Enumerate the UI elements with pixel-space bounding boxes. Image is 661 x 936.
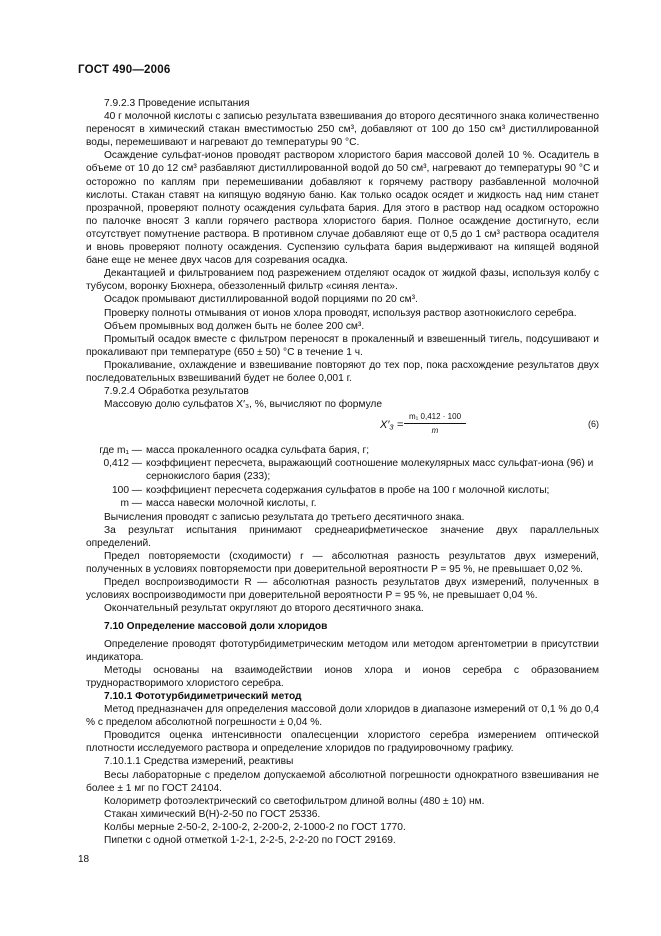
legend-item xyxy=(86,497,599,510)
legend-text: масса навески молочной кислоты, г. xyxy=(146,497,317,509)
legend-text: коэффициент пересчета, выражающий соотношение молекулярных масс сульфат-иона (96) и сернокислого бария (233); xyxy=(146,458,594,483)
document-header: ГОСТ 490—2006 xyxy=(78,64,171,76)
formula-denominator: m xyxy=(431,426,439,436)
formula-numerator: m₁ 0,412 · 100 xyxy=(404,412,466,424)
legend-symbol: 0,412 — xyxy=(103,458,142,470)
legend-symbol: m — xyxy=(120,497,142,509)
paragraph: Методы основаны на взаимодействии ионов хлора и ионов серебра с образованием труднорастворимого хлористого серебра. xyxy=(86,664,599,689)
paragraph: Пипетки с одной отметкой 1-2-1, 2-2-5, 2-2-20 по ГОСТ 29169. xyxy=(104,834,396,846)
paragraph: Весы лабораторные с пределом допускаемой абсолютной погрешности однократного взвешивания не более ± 1 мг по ГОСТ 24104. xyxy=(86,769,599,794)
paragraph: За результат испытания принимают среднеарифметическое значение двух параллельных определений. xyxy=(86,524,599,549)
legend-symbol: где m₁ — xyxy=(99,445,142,457)
formula-legend xyxy=(86,444,599,509)
paragraph: Осадок промывают дистиллированной водой порциями по 20 см³. xyxy=(104,294,418,306)
formula-6 xyxy=(86,412,599,442)
page-number: 18 xyxy=(78,854,90,865)
paragraph: Промытый осадок вместе с фильтром переносят в прокаленный и взвешенный тигель, подсушивают и прокаливают при температуре (650 ± 50) °С в течение 1 ч. xyxy=(86,333,599,358)
section-710-heading: 7.10 Определение массовой доли хлоридов xyxy=(104,621,328,633)
paragraph: Прокаливание, охлаждение и взвешивание повторяют до тех пор, пока расхождение результатов двух последовательных взвешиваний будет не более 0,001 г. xyxy=(86,359,599,384)
paragraph: Объем промывных вод должен быть не более 200 см³. xyxy=(104,320,365,332)
paragraph: Стакан химический В(Н)-2-50 по ГОСТ 25336. xyxy=(104,808,321,820)
paragraph: Вычисления проводят с записью результата до третьего десятичного знака. xyxy=(104,511,465,523)
document-body xyxy=(86,97,599,847)
section-71011-heading: 7.10.1.1 Средства измерений, реактивы xyxy=(104,756,294,768)
legend-item xyxy=(86,484,599,497)
formula-intro: Массовую долю сульфатов X′₃, %, вычисляют по формуле xyxy=(104,399,383,411)
formula-number: (6) xyxy=(588,419,599,430)
paragraph: Проверку полноты отмывания от ионов хлора проводят, используя раствор азотнокислого серебра. xyxy=(104,307,577,319)
paragraph: Предел воспроизводимости R — абсолютная разность результатов двух измерений, полученных в условиях воспроизводимости при доверительной вероятности P = 95 %, не превышает 0,04 %. xyxy=(86,577,599,602)
paragraph: 40 г молочной кислоты с записью результата взвешивания до второго десятичного знака количественно переносят в химический стакан вместимостью 250 см³, добавляют от 100 до 150 см³ дистиллированной воды, перемешивают и нагревают до температуры 90 °С. xyxy=(86,111,599,149)
formula-fraction xyxy=(404,412,466,436)
legend-text: масса прокаленного осадка сульфата бария, г; xyxy=(146,445,370,457)
paragraph: Декантацией и фильтрованием под разрежением отделяют осадок от жидкой фазы, используя колбу с тубусом, воронку Бюхнера, обеззоленный фильтр «синяя лента». xyxy=(86,268,599,293)
paragraph: Осаждение сульфат-ионов проводят раствором хлористого бария массовой долей 10 %. Осадитель в объеме от 10 до 12 см³ разбавляют дистиллированной водой до 50 см³, нагревают до температуры 90 °С и осторожно по каплям при перемешивании добавляют к горячему раствору разбавленной молочной кислоты. Стакан ставят на кипящую водяную баню. Как только осадок осядет и жидкость над ним станет прозрачной, проверяют полноту осаждения сульфата бария. Для этого в раствор над осадком осторожно по палочке вносят 3 капли горячего раствора хлористого бария. Полное осаждение достигнуто, если отсутствует помутнение раствора. В противном случае добавляют еще от 0,5 до 1 см³ раствора осадителя и вновь проверяют полноту осаждения. Суспензию сульфата бария выдерживают на кипящей водяной бане еще не менее двух часов для созревания осадка. xyxy=(86,150,599,267)
paragraph: Определение проводят фототурбидиметрическим методом или методом аргентометрии в присутствии индикатора. xyxy=(86,638,599,663)
legend-item xyxy=(86,444,599,457)
section-7923-heading: 7.9.2.3 Проведение испытания xyxy=(104,98,250,109)
section-7101-heading: 7.10.1 Фототурбидиметрический метод xyxy=(104,690,302,702)
paragraph: Проводится оценка интенсивности опалесценции хлористого серебра измерением оптической плотности исследуемого раствора и определение хлоридов по градуировочному графику. xyxy=(86,730,599,755)
paragraph: Окончательный результат округляют до второго десятичного знака. xyxy=(104,603,424,615)
legend-item xyxy=(86,457,599,483)
legend-symbol: 100 — xyxy=(111,484,142,496)
paragraph: Предел повторяемости (сходимости) r — абсолютная разность результатов двух измерений, полученных в условиях повторяемости при доверительной вероятности P = 95 %, не превышает 0,02 %. xyxy=(86,551,599,576)
formula-lhs: X′₃ = xyxy=(380,419,404,432)
paragraph: Метод предназначен для определения массовой доли хлоридов в диапазоне измерений от 0,1 % до 0,4 % с пределом абсолютной погрешности ± 0,04 %. xyxy=(86,704,599,729)
paragraph: Колориметр фотоэлектрический со светофильтром длиной волны (480 ± 10) нм. xyxy=(104,795,485,807)
section-7924-heading: 7.9.2.4 Обработка результатов xyxy=(104,386,249,398)
legend-text: коэффициент пересчета содержания сульфатов в пробе на 100 г молочной кислоты; xyxy=(146,484,550,496)
paragraph: Колбы мерные 2-50-2, 2-100-2, 2-200-2, 2-1000-2 по ГОСТ 1770. xyxy=(104,821,406,833)
